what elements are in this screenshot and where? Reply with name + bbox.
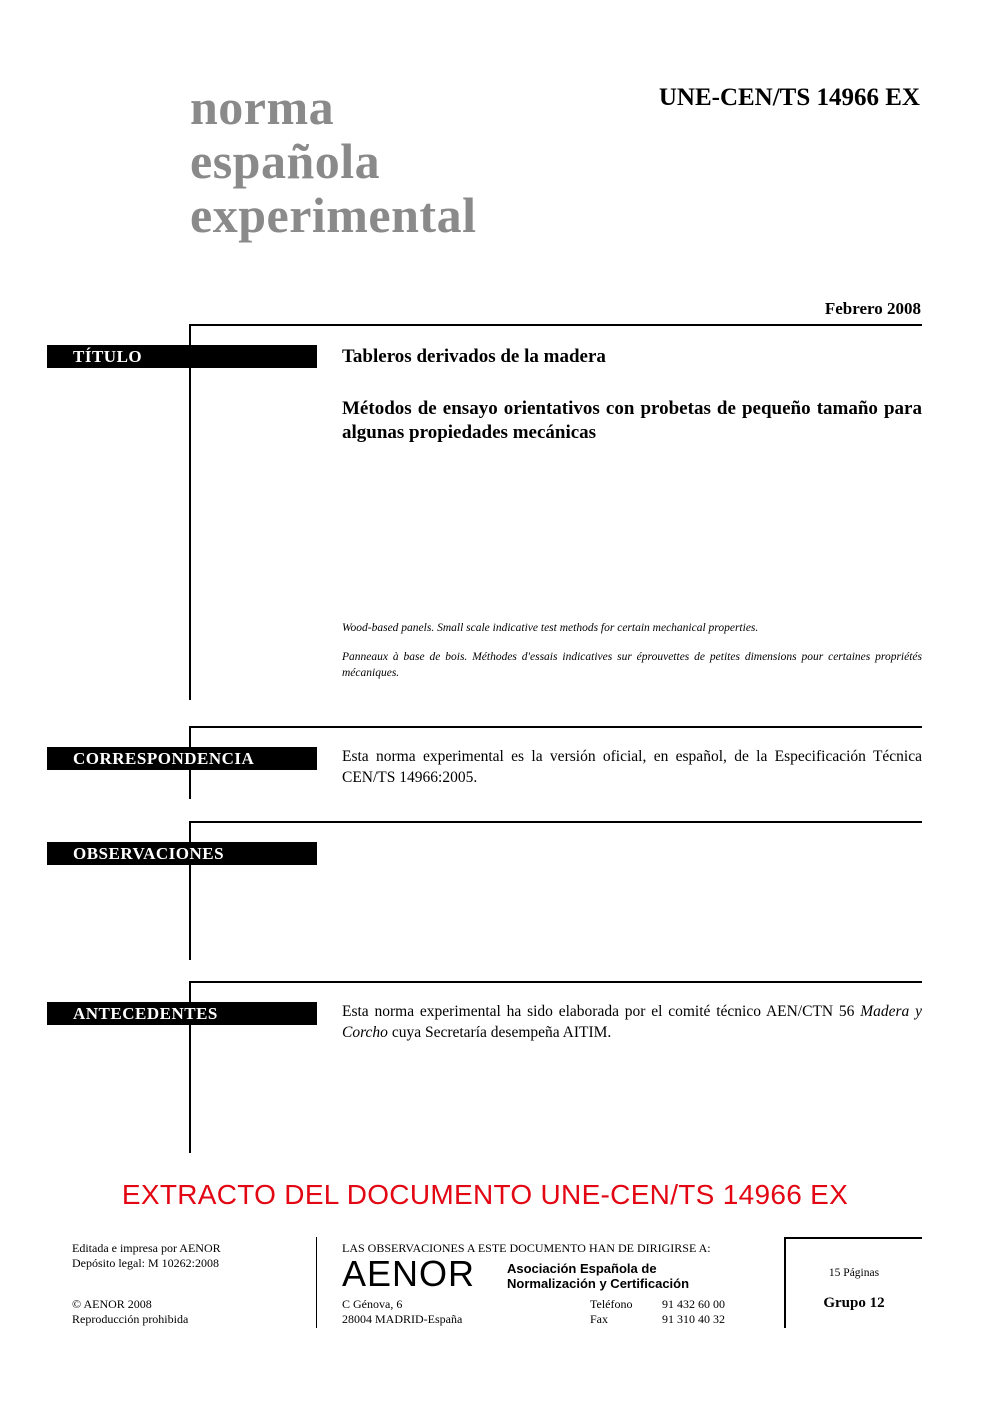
- footer-box-top-rule: [784, 1237, 922, 1239]
- footer-address1: C Génova, 6: [342, 1297, 403, 1311]
- footer-paginas: 15 Páginas: [828, 1267, 880, 1279]
- aenor-org-name: [507, 1261, 689, 1291]
- title-sub: Métodos de ensayo orientativos con probetas de pequeño tamaño para algunas propiedades mecánicas: [342, 398, 922, 443]
- footer-telefono: 91 432 60 00: [662, 1297, 725, 1311]
- footer-fax-label: Fax: [590, 1312, 608, 1326]
- antecedentes-top-rule: [189, 981, 922, 983]
- footer-edited: Editada e impresa por AENOR: [72, 1241, 221, 1255]
- antecedentes-text-end: cuya Secretaría desempeña AITIM.: [387, 1024, 612, 1041]
- correspondencia-text: Esta norma experimental es la versión oficial, en español, de la Especificación Técnica CEN/TS 14966:2005.: [342, 748, 922, 786]
- titulo-label: TÍTULO: [47, 345, 317, 368]
- titulo-side-rule: [189, 324, 191, 700]
- title-french: Panneaux à base de bois. Méthodes d'essais indicatives sur éprouvettes de petites dimensions pour certaines propriétés mécaniques.: [342, 651, 922, 679]
- experimental-word: experimental: [190, 187, 477, 243]
- footer-box-side-rule: [784, 1237, 786, 1328]
- antecedentes-text-start: Esta norma experimental ha sido elaborada por el comité técnico AEN/CTN 56: [342, 1003, 861, 1020]
- norma-word: norma: [190, 79, 335, 135]
- espanola-word: española: [190, 133, 381, 189]
- footer-copyright: © AENOR 2008: [72, 1297, 152, 1311]
- footer-telefono-label: Teléfono: [590, 1297, 633, 1311]
- standard-code: UNE-CEN/TS 14966 EX: [658, 84, 920, 111]
- title-main: Tableros derivados de la madera: [342, 346, 606, 367]
- title-english: Wood-based panels. Small scale indicative test methods for certain mechanical properties.: [342, 622, 759, 634]
- antecedentes-label: ANTECEDENTES: [47, 1002, 317, 1025]
- antecedentes-committee-name: Madera y Corcho: [342, 1003, 922, 1041]
- publication-date: Febrero 2008: [824, 299, 921, 318]
- extract-notice: EXTRACTO DEL DOCUMENTO UNE-CEN/TS 14966 EX: [121, 1179, 849, 1210]
- footer-reproduccion: Reproducción prohibida: [72, 1312, 189, 1326]
- antecedentes-text: [342, 1001, 922, 1043]
- titulo-top-rule: [189, 324, 922, 326]
- correspondencia-label: CORRESPONDENCIA: [47, 747, 317, 770]
- footer-grupo: Grupo 12: [823, 1295, 885, 1311]
- footer-deposito: Depósito legal: M 10262:2008: [72, 1256, 219, 1270]
- aenor-logo: AENOR: [342, 1253, 476, 1294]
- footer-observaciones-to: LAS OBSERVACIONES A ESTE DOCUMENTO HAN DE DIRIGIRSE A:: [342, 1241, 711, 1255]
- aenor-org-line2: Normalización y Certificación: [507, 1276, 690, 1291]
- correspondencia-top-rule: [189, 726, 922, 728]
- footer-divider-left: [316, 1237, 317, 1328]
- footer-address2: 28004 MADRID-España: [342, 1312, 463, 1326]
- aenor-org-line1: Asociación Española de: [507, 1261, 657, 1276]
- observaciones-top-rule: [189, 821, 922, 823]
- observaciones-label: OBSERVACIONES: [47, 842, 317, 865]
- footer-fax: 91 310 40 32: [662, 1312, 725, 1326]
